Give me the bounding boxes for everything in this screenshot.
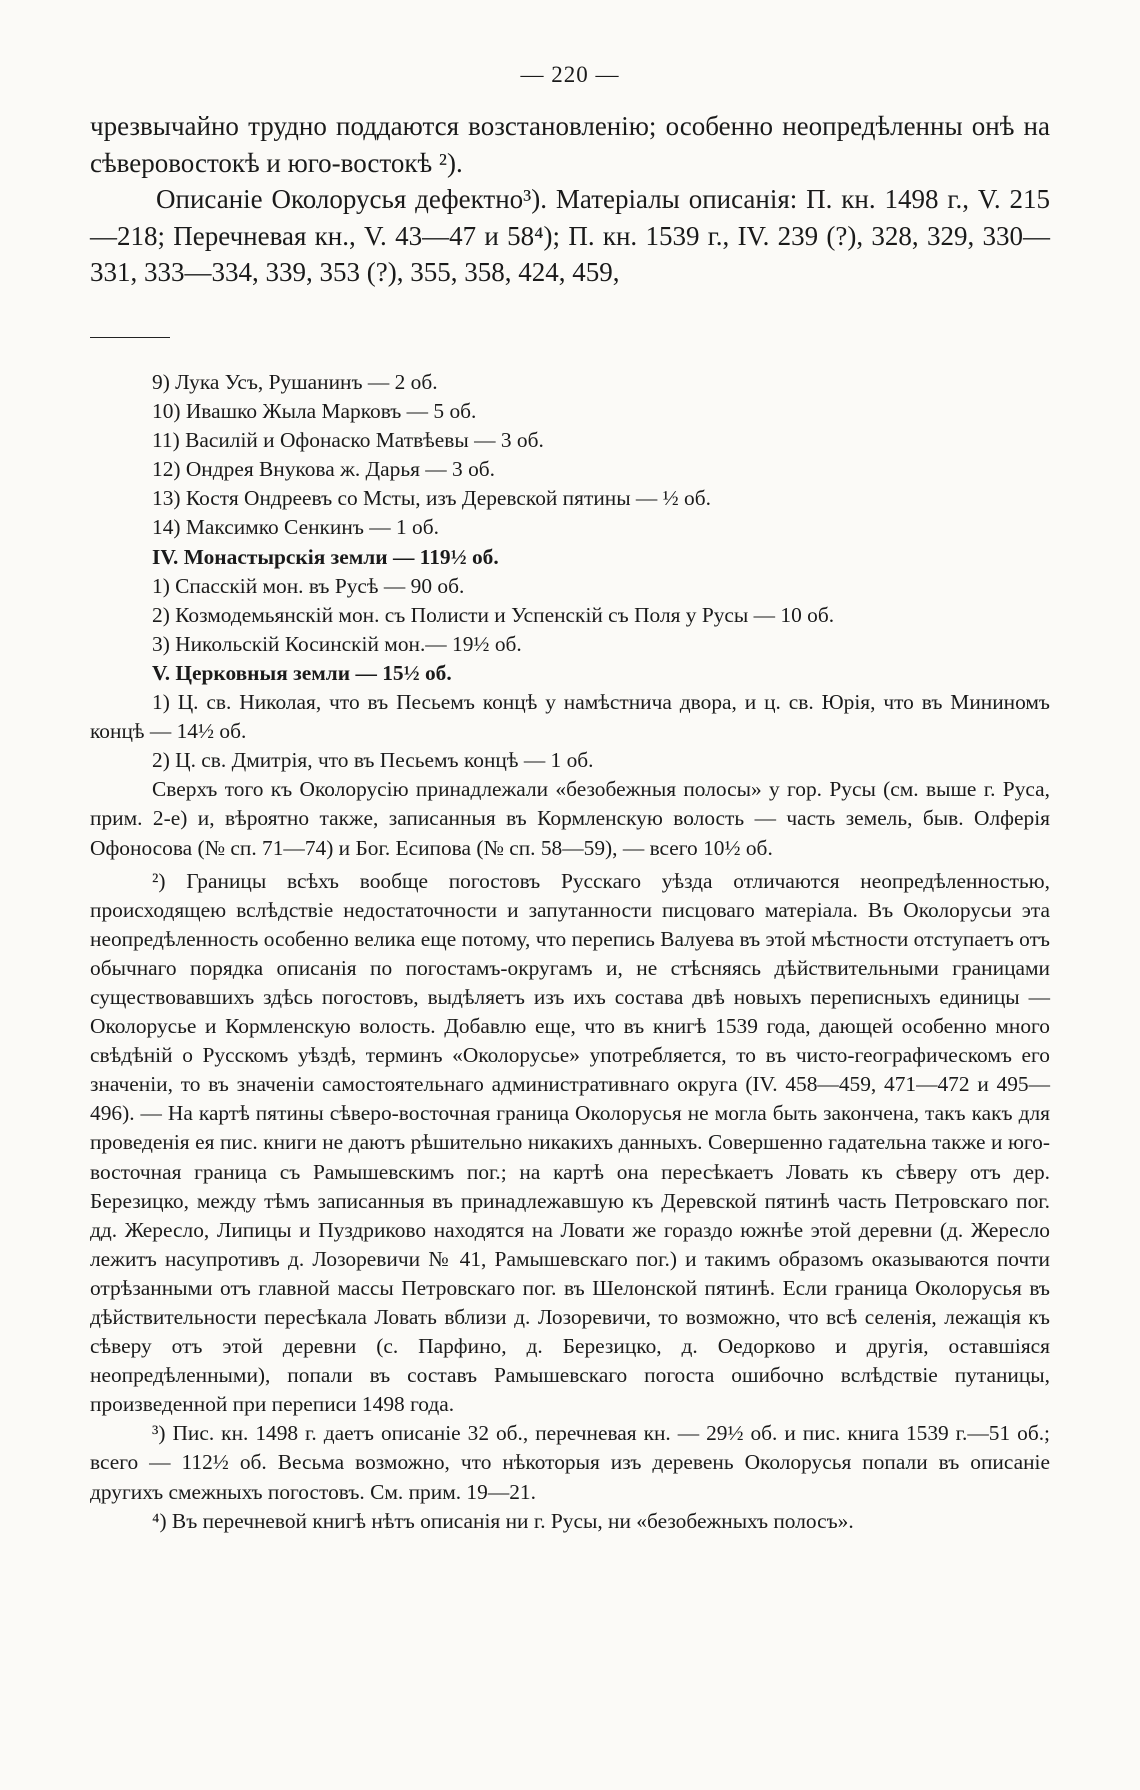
section-heading [90, 543, 1050, 572]
list-item: 11) Василій и Офонаско Матвѣевы — 3 об. [152, 428, 544, 453]
main-text [90, 108, 1050, 291]
list-item: 2) Козмодемьянскій мон. съ Полисти и Успенскій съ Поля у Русы — 10 об. [152, 602, 835, 627]
main-paragraph: чрезвычайно трудно поддаются возстановленію; особенно неопредѣленны онѣ на сѣверовостокѣ и юго-востокѣ ²). [90, 111, 1050, 178]
footnotes [90, 368, 1050, 1536]
list-item: 13) Костя Ондреевъ со Мсты, изъ Деревской пятины — ½ об. [152, 486, 711, 511]
section-heading [90, 659, 1050, 688]
footnote-3: ³) Пис. кн. 1498 г. даетъ описаніе 32 об., перечневая кн. — 29½ об. и пис. книга 1539 г.—51 об.; всего — 112½ об. Весьма возможно, что нѣкоторыя изъ деревень Околорусья попали въ описаніе другихъ смежныхъ погостовъ. См. прим. 19—21. [90, 1421, 1050, 1504]
footnote-divider [90, 337, 170, 338]
section-v-heading: V. Церковныя земли — 15½ об. [152, 660, 452, 685]
list-item: 2) Ц. св. Дмитрія, что въ Песьемъ концѣ — 1 об. [152, 748, 594, 773]
section-iv-heading: IV. Монастырскія земли — 119½ об. [152, 544, 499, 569]
footnote-4: ⁴) Въ перечневой книгѣ нѣтъ описанія ни г. Русы, ни «безобежныхъ полосъ». [152, 1508, 854, 1533]
extra-paragraph: Сверхъ того къ Околорусію принадлежали «безобежныя полосы» у гор. Русы (см. выше г. Руса, прим. 2-е) и, вѣроятно также, записанныя въ Кормленскую волость — часть земель, быв. Олферія Офоносова (№ сп. 71—74) и Бог. Есипова (№ сп. 58—59), — всего 10½ об. [90, 777, 1050, 860]
page-number: — 220 — [520, 62, 620, 87]
list-item: 1) Ц. св. Николая, что въ Песьемъ концѣ у намѣстнича двора, и ц. св. Юрія, что въ Мининомъ концѣ — 14½ об. [90, 690, 1050, 744]
list-item: 9) Лука Усъ, Рушанинъ — 2 об. [152, 370, 438, 394]
footnote-2: ²) Границы всѣхъ вообще погостовъ Русскаго уѣзда отличаются неопредѣленностью, происходящею вслѣдствіе недостаточности и запутанности писцоваго матеріала. Въ Околорусьи эта неопредѣленность особенно велика еще потому, что перепись Валуева въ этой мѣстности отступаетъ отъ обычнаго порядка описанія по погостамъ-округамъ и, не стѣсняясь дѣйствительными границами существовавшихъ здѣсь погостовъ, выдѣляетъ изъ ихъ состава двѣ новыхъ переписныхъ единицы — Околорусье и Кормленскую волость. Добавлю еще, что въ книгѣ 1539 года, дающей особенно много свѣдѣній о Русскомъ уѣздѣ, терминъ «Околорусье» употребляется, то въ чисто-географическомъ его значеніи, то въ значеніи самостоятельнаго административнаго округа (IV. 458—459, 471—472 и 495—496). — На картѣ пятины сѣверо-восточная граница Околорусья не могла быть закончена, такъ какъ для проведенія ея пис. книги не даютъ рѣшительно никакихъ данныхъ. Совершенно гадательна также и юго-восточная граница съ Рамышевскимъ пог.; на картѣ она пересѣкаетъ Ловать къ сѣверу отъ дер. Березицко, между тѣмъ записанныя въ принадлежавшую къ Деревской пятинѣ часть Петровскаго пог. дд. Жересло, Липицы и Пуздриково находятся на Ловати же гораздо южнѣе этой деревни (д. Жересло лежитъ насупротивъ д. Лозоревичи № 41, Рамышевскаго пог.) и такимъ образомъ оказываются почти отрѣзанными отъ главной массы Петровскаго пог. въ Шелонской пятинѣ. Если граница Околорусья въ дѣйствительности пересѣкала Ловать вблизи д. Лозоревичи, то возможно, что всѣ селенія, лежащія къ сѣверу отъ этой деревни (с. Парфино, д. Березицко, д. Оедорково и другія, оставшіяся неопредѣленными), попали въ составъ Рамышевскаго погоста ошибочно вслѣдствіе путаницы, произведенной при переписи 1498 года. [90, 868, 1050, 1417]
list-item: 10) Ивашко Жыла Марковъ — 5 об. [152, 399, 477, 424]
list-item: 12) Ондрея Внукова ж. Дарья — 3 об. [152, 457, 495, 482]
list-item: 3) Никольскій Косинскій мон.— 19½ об. [152, 631, 522, 656]
main-paragraph: Описаніе Околорусья дефектно³). Матеріалы описанія: П. кн. 1498 г., V. 215—218; Перечневая кн., V. 43—47 и 58⁴); П. кн. 1539 г., IV. 239 (?), 328, 329, 330—331, 333—334, 339, 353 (?), 355, 358, 424, 459, [90, 184, 1050, 287]
list-item: 14) Максимко Сенкинъ — 1 об. [152, 515, 439, 540]
list-item: 1) Спасскій мон. въ Русѣ — 90 об. [152, 573, 465, 598]
